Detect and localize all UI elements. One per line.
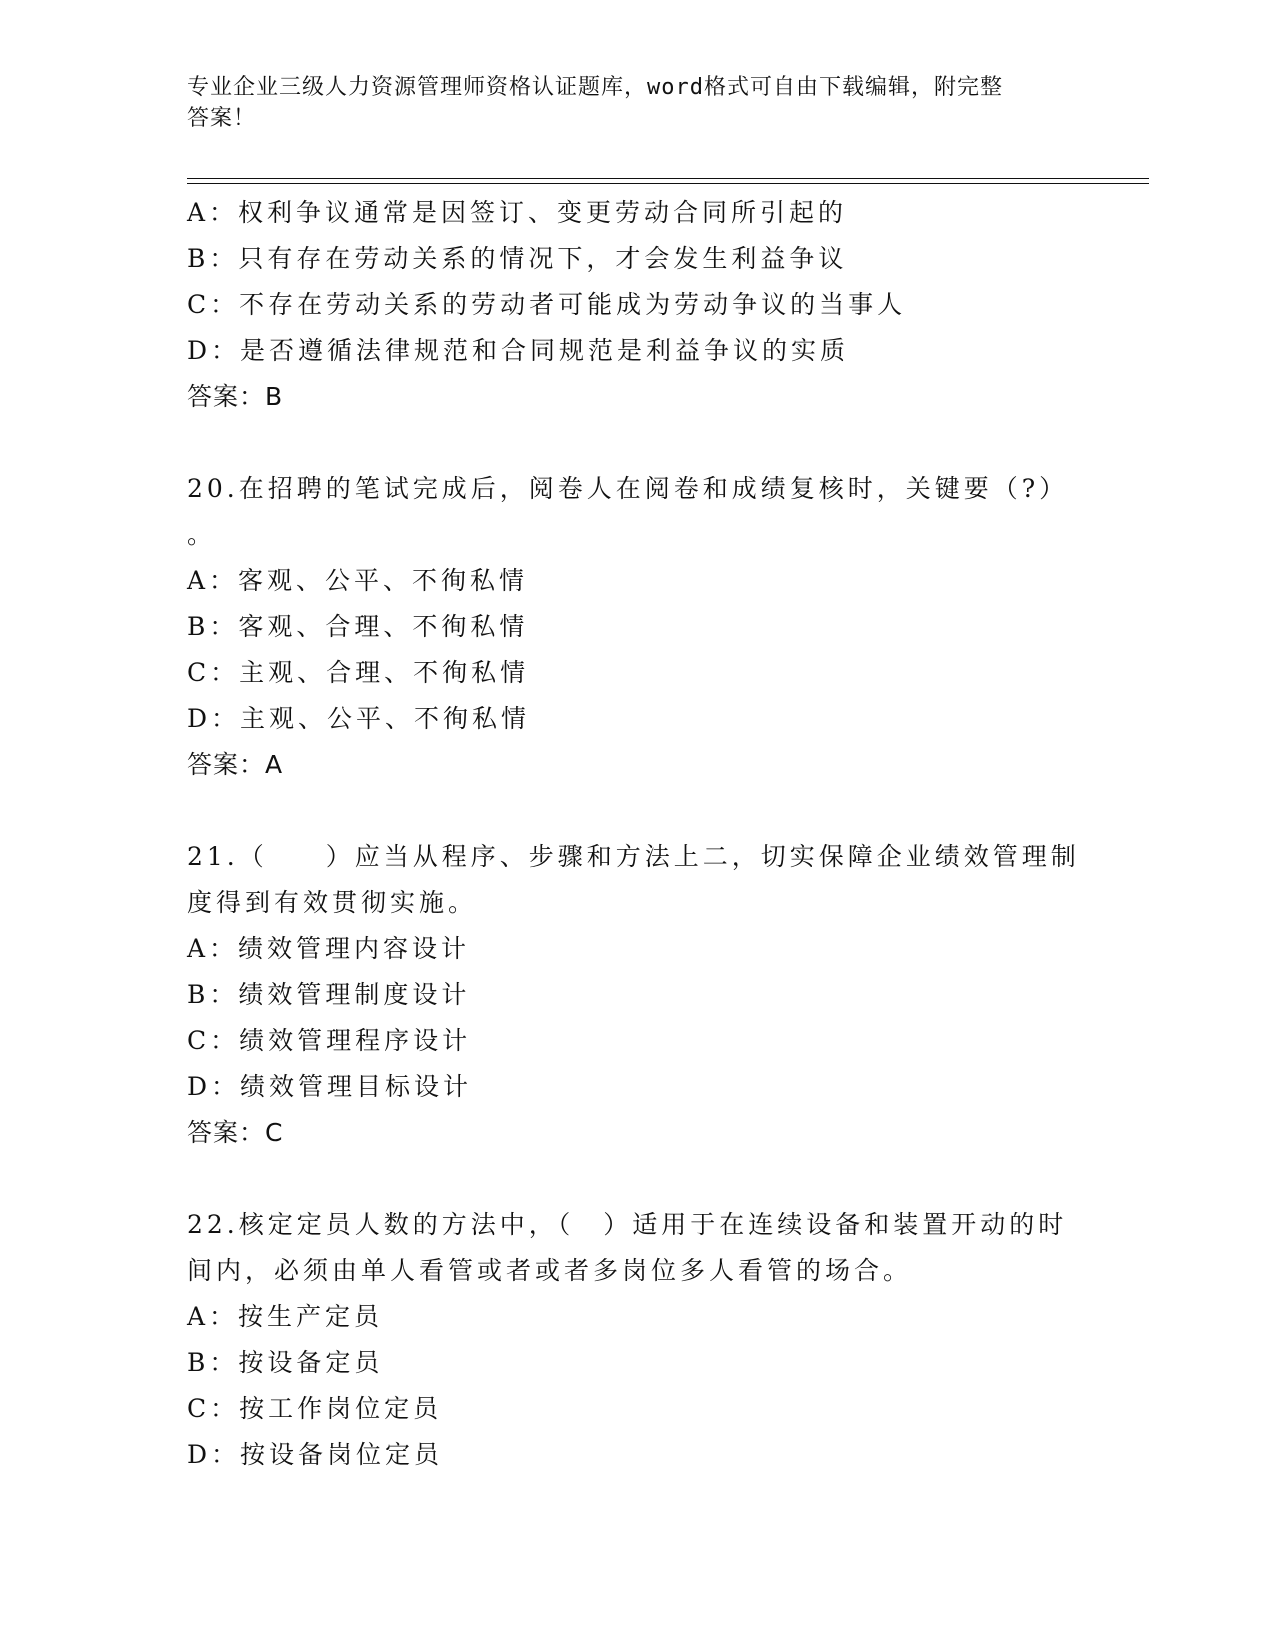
question-text-line-1: 21.（ ）应当从程序、步骤和方法上二，切实保障企业绩效管理制 [187,842,1080,871]
answer: 答案：C [187,1118,284,1147]
option-c: C：主观、合理、不徇私情 [187,658,530,687]
option-b: B：按设备定员 [187,1348,384,1377]
option-d: D：主观、公平、不徇私情 [187,704,531,733]
option-d: D：按设备岗位定员 [187,1440,444,1469]
option-d: D：绩效管理目标设计 [187,1072,473,1101]
option-a: A：绩效管理内容设计 [187,934,471,963]
question-21 [187,834,1087,1156]
option-c: C：按工作岗位定员 [187,1394,443,1423]
option-b: B：客观、合理、不徇私情 [187,612,529,641]
question-text-line-2: 。 [187,520,217,549]
option-c: C：不存在劳动关系的劳动者可能成为劳动争议的当事人 [187,290,907,319]
question-19-continued [187,190,1087,420]
question-text-line-2: 间内，必须由单人看管或者或者多岗位多人看管的场合。 [187,1256,913,1285]
option-b: B：绩效管理制度设计 [187,980,471,1009]
question-22 [187,1202,1087,1478]
option-a: A：权利争议通常是因签订、变更劳动合同所引起的 [187,198,848,227]
spacer [187,788,1087,834]
header-rule-top [187,178,1149,179]
header-line-1: 专业企业三级人力资源管理师资格认证题库，word格式可自由下载编辑，附完整 [187,75,1003,100]
option-c: C：绩效管理程序设计 [187,1026,472,1055]
header-rule-bottom [187,183,1149,184]
option-a: A：按生产定员 [187,1302,384,1331]
option-d: D：是否遵循法律规范和合同规范是利益争议的实质 [187,336,850,365]
question-text-line-2: 度得到有效贯彻实施。 [187,888,478,917]
spacer [187,420,1087,466]
option-a: A：客观、公平、不徇私情 [187,566,529,595]
spacer [187,1156,1087,1202]
question-text-line-1: 20.在招聘的笔试完成后，阅卷人在阅卷和成绩复核时，关键要（?） [187,474,1069,503]
question-list [187,190,1087,1478]
document-header [187,72,1087,134]
option-b: B：只有存在劳动关系的情况下，才会发生利益争议 [187,244,848,273]
answer: 答案：A [187,750,284,779]
question-text-line-1: 22.核定定员人数的方法中，（ ）适用于在连续设备和装置开动的时 [187,1210,1068,1239]
question-20 [187,466,1087,788]
answer: 答案：B [187,382,284,411]
header-line-2: 答案！ [187,106,257,131]
